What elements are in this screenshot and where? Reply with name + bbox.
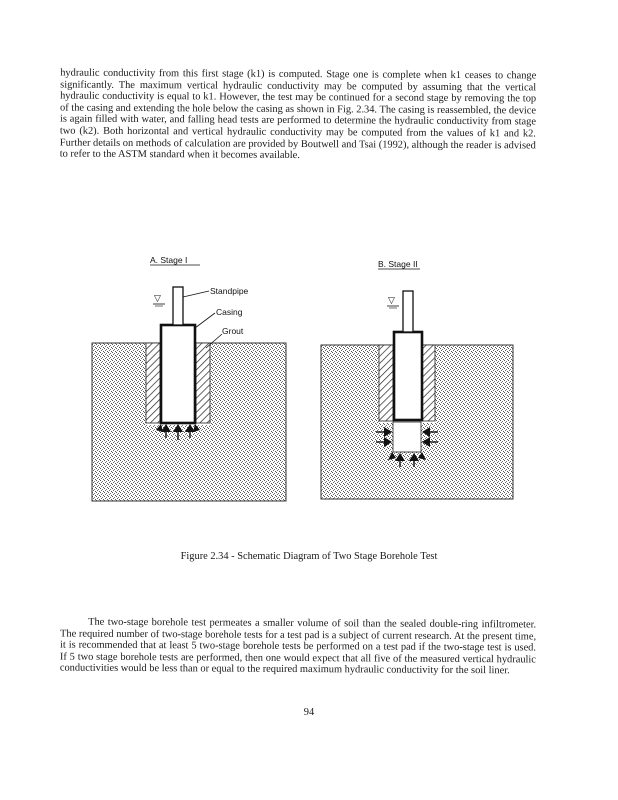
label-casing: Casing: [216, 307, 243, 317]
svg-text:▽: ▽: [154, 293, 161, 303]
stage-b-grout-left: [379, 345, 393, 421]
stage-b-water-level-icon: [387, 295, 399, 308]
svg-text:▽: ▽: [388, 295, 395, 305]
page-number: 94: [303, 707, 315, 718]
stage-b-casing: [394, 332, 422, 420]
stage-b-extended-hole: [393, 422, 421, 452]
label-standpipe: Standpipe: [210, 286, 249, 296]
label-grout: Grout: [222, 326, 244, 336]
standpipe-leader: [183, 291, 209, 297]
stage-a-standpipe: [173, 287, 183, 325]
stage-a-water-level-icon: [153, 293, 165, 306]
stage-a-grout-right: [196, 343, 210, 423]
stage-a-grout-left: [146, 343, 160, 423]
paragraph-1: hydraulic conductivity from this first stage (k1) is computed. Stage one is complete when k1 ceases to change significantly. The maximum vertical hydraulic conductivity may be computed by assuming that the vertical hydraulic conductivity is equal to k1. However, the test may be continued for a second stage by removing the top of the casing and extending the hole below the casing as shown in Fig. 2.34. The casing is reassembled, the device is again filled with water, and falling head tests are performed to determine the hydraulic conductivity from stage two (k2). Both horizontal and vertical hydraulic conductivity may be computed from the values of k1 and k2. Further details on methods of calculation are provided by Boutwell and Tsai (1992), although the reader is advised to refer to the ASTM standard when it becomes available.: [59, 67, 537, 162]
stage-a-title: A. Stage I: [150, 255, 188, 265]
casing-leader: [195, 313, 215, 328]
paragraph-2: The two-stage borehole test permeates a smaller volume of soil than the sealed double-ring infiltrometer. The required number of two-stage borehole tests for a test pad is a subject of current research. At the present time, it is recommended that at least 5 two-stage borehole tests be performed on a test pad if the two-stage test is used. If 5 two stage borehole tests are performed, then one would expect that all five of the measured vertical hydraulic conductivities would be less than or equal to the required maximum hydraulic conductivity for the soil liner.: [59, 616, 537, 677]
stage-a-casing: [161, 325, 195, 423]
stage-b-title: B. Stage II: [378, 259, 418, 269]
stage-b-standpipe: [403, 291, 413, 332]
figure-caption: Figure 2.34 - Schematic Diagram of Two Stage Borehole Test: [180, 551, 438, 562]
